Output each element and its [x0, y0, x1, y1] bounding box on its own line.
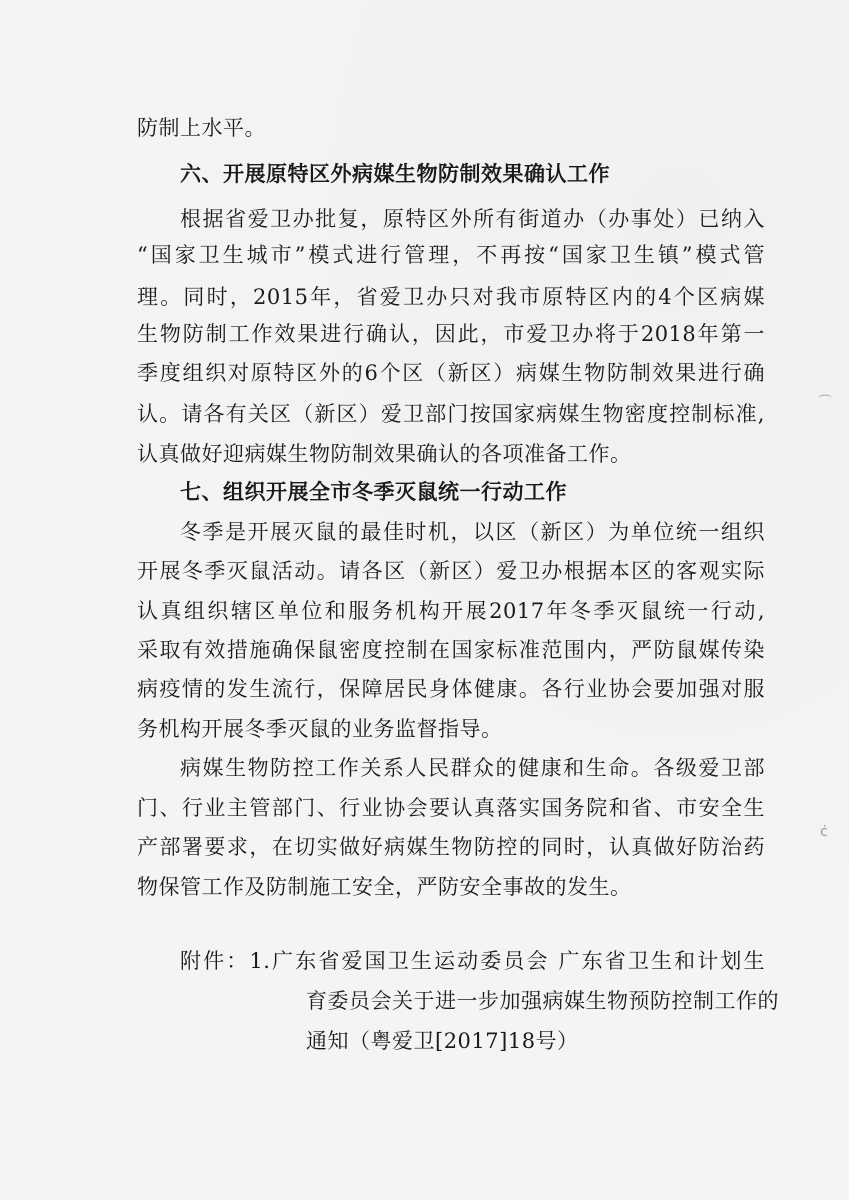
section-heading-6: 六、开展原特区外病媒生物防制效果确认工作: [180, 162, 610, 186]
paragraph-line: 季度组织对原特区外的6个区（新区）病媒生物防制效果进行确: [137, 361, 765, 385]
paragraph-line: 采取有效措施确保鼠密度控制在国家标准范围内，严防鼠媒传染: [137, 638, 765, 662]
paragraph-line: 病媒生物防控工作关系人民群众的健康和生命。各级爱卫部: [180, 756, 765, 780]
paragraph-line: 根据省爱卫办批复，原特区外所有街道办（办事处）已纳入: [180, 207, 765, 231]
scan-mark: ⌒: [818, 395, 832, 411]
section-heading-7: 七、组织开展全市冬季灭鼠统一行动工作: [180, 480, 567, 504]
paragraph-line: 认。请各有关区（新区）爱卫部门按国家病媒生物密度控制标准,: [137, 402, 765, 426]
paragraph-line: 开展冬季灭鼠活动。请各区（新区）爱卫办根据本区的客观实际: [137, 559, 765, 583]
attachment-line: 育委员会关于进一步加强病媒生物预防控制工作的: [306, 989, 779, 1013]
paragraph-line: 生物防制工作效果进行确认，因此，市爱卫办将于2018年第一: [137, 322, 765, 346]
attachment-line: 附件：1.广东省爱国卫生运动委员会 广东省卫生和计划生: [180, 949, 765, 973]
paragraph-line: 物保管工作及防制施工安全，严防安全事故的发生。: [137, 875, 632, 899]
paragraph-line: 门、行业主管部门、行业协会要认真落实国务院和省、市安全生: [137, 796, 765, 820]
paragraph-line: 产部署要求，在切实做好病媒生物防控的同时，认真做好防治药: [137, 835, 765, 859]
paragraph-line: 认真做好迎病媒生物防制效果确认的各项准备工作。: [137, 442, 632, 466]
paragraph-line: 务机构开展冬季灭鼠的业务监督指导。: [137, 717, 503, 741]
paragraph-line: “国家卫生城市”模式进行管理，不再按“国家卫生镇”模式管: [137, 243, 765, 267]
paragraph-line: 病疫情的发生流行，保障居民身体健康。各行业协会要加强对服: [137, 677, 765, 701]
scan-mark: ċ: [820, 824, 828, 840]
paragraph-line: 认真组织辖区单位和服务机构开展2017年冬季灭鼠统一行动,: [137, 599, 765, 623]
paragraph-continuation: 防制上水平。: [137, 116, 266, 140]
paragraph-line: 理。同时，2015年，省爱卫办只对我市原特区内的4个区病媒: [137, 285, 765, 309]
paragraph-line: 冬季是开展灭鼠的最佳时机，以区（新区）为单位统一组织: [180, 520, 765, 544]
attachment-line: 通知（粤爱卫[2017]18号）: [306, 1029, 579, 1053]
